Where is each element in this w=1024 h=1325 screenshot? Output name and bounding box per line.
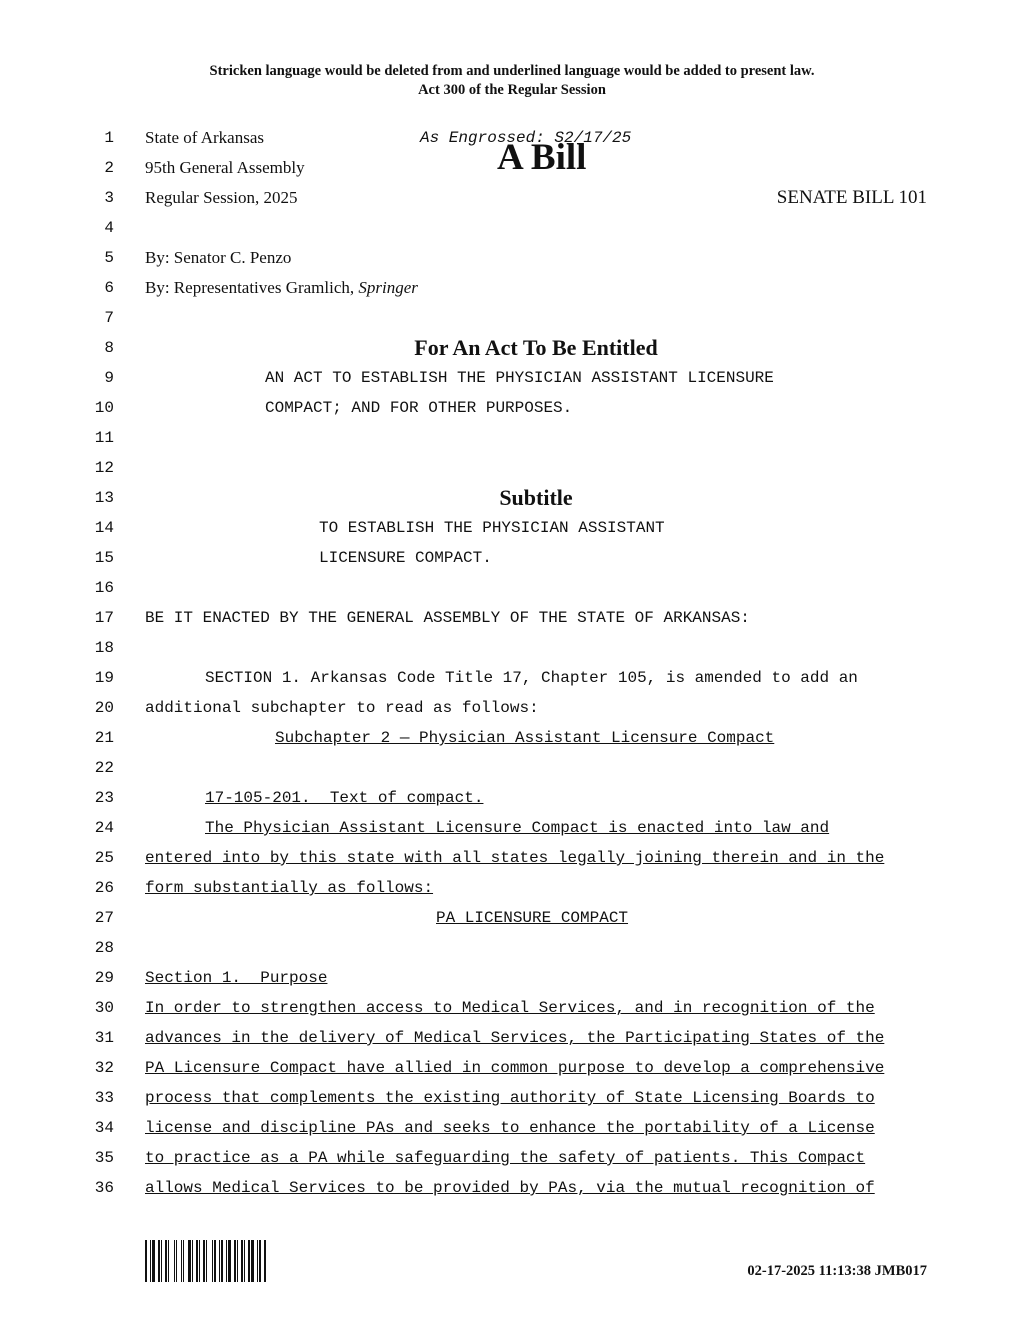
line-27 (0, 903, 1024, 933)
line-18 (0, 633, 1024, 663)
session-label: Regular Session, 2025 (145, 188, 298, 207)
barcode-bar (221, 1240, 223, 1282)
line-28 (0, 933, 1024, 963)
act-number: Act 300 of the Regular Session (418, 82, 606, 98)
barcode-bar (224, 1240, 225, 1282)
barcode-bar (212, 1240, 213, 1282)
barcode-bar (248, 1240, 250, 1282)
barcode-bar (217, 1240, 218, 1282)
barcode-bar (241, 1240, 243, 1282)
barcode-bar (251, 1240, 254, 1282)
line-25 (0, 843, 1024, 873)
line-number: 24 (94, 819, 114, 837)
barcode-bar (181, 1240, 182, 1282)
line-number: 11 (94, 429, 114, 447)
line-number: 31 (94, 1029, 114, 1047)
line-number: 33 (94, 1089, 114, 1107)
entitled-heading: For An Act To Be Entitled (414, 335, 658, 360)
barcode-bar (156, 1240, 157, 1282)
barcode-bar (145, 1240, 147, 1282)
compact-intro-3: form substantially as follows: (145, 879, 434, 897)
line-number: 16 (94, 579, 114, 597)
section-1-continued: additional subchapter to read as follows: (145, 699, 539, 717)
line-number: 7 (104, 309, 114, 327)
line-number: 22 (94, 759, 114, 777)
barcode-bar (262, 1240, 263, 1282)
barcode-bar (201, 1240, 202, 1282)
line-19 (0, 663, 1024, 693)
line-12 (0, 453, 1024, 483)
line-35 (0, 1143, 1024, 1173)
line-13 (0, 483, 1024, 513)
line-number: 30 (94, 999, 114, 1017)
act-title-line-2: COMPACT; AND FOR OTHER PURPOSES. (265, 399, 573, 417)
section-1-text: SECTION 1. Arkansas Code Title 17, Chapter 105, is amended to add an (205, 669, 858, 687)
house-sponsors (145, 273, 418, 303)
line-36 (0, 1173, 1024, 1203)
barcode-bar (246, 1240, 247, 1282)
line-number: 20 (94, 699, 114, 717)
barcode-bar (196, 1240, 198, 1282)
line-8 (0, 333, 1024, 363)
compact-title: PA LICENSURE COMPACT (436, 909, 629, 927)
line-number: 19 (94, 669, 114, 687)
barcode-bar (176, 1240, 177, 1282)
line-9 (0, 363, 1024, 393)
line-34 (0, 1113, 1024, 1143)
barcode-bar (244, 1240, 245, 1282)
barcode-icon (145, 1240, 273, 1282)
barcode-bar (206, 1240, 207, 1282)
line-number: 2 (104, 159, 114, 177)
line-number: 10 (94, 399, 114, 417)
compact-intro-1: The Physician Assistant Licensure Compact is enacted into law and (205, 819, 830, 837)
line-5 (0, 243, 1024, 273)
purpose-heading: Section 1. Purpose (145, 969, 328, 987)
subtitle-line-1: TO ESTABLISH THE PHYSICIAN ASSISTANT (319, 519, 665, 537)
barcode-bar (194, 1240, 195, 1282)
line-15 (0, 543, 1024, 573)
barcode-bar (214, 1240, 216, 1282)
line-number: 26 (94, 879, 114, 897)
barcode-bar (199, 1240, 200, 1282)
line-23 (0, 783, 1024, 813)
barcode-bar (170, 1240, 173, 1282)
line-number: 34 (94, 1119, 114, 1137)
line-16 (0, 573, 1024, 603)
line-10 (0, 393, 1024, 423)
line-17 (0, 603, 1024, 633)
barcode-bar (163, 1240, 164, 1282)
line-number: 9 (104, 369, 114, 387)
barcode-bar (158, 1240, 160, 1282)
line-31 (0, 1023, 1024, 1053)
line-number: 17 (94, 609, 114, 627)
barcode-bar (192, 1240, 193, 1282)
assembly-label: 95th General Assembly (145, 158, 305, 177)
line-number: 23 (94, 789, 114, 807)
purpose-text: In order to strengthen access to Medical Services, and in recognition of the (145, 999, 875, 1017)
line-11 (0, 423, 1024, 453)
line-number: 35 (94, 1149, 114, 1167)
page-header (0, 62, 1024, 100)
purpose-text: to practice as a PA while safeguarding the safety of patients. This Compact (145, 1149, 866, 1167)
line-3 (0, 183, 1024, 213)
line-number: 4 (104, 219, 114, 237)
barcode-bar (178, 1240, 180, 1282)
line-number: 18 (94, 639, 114, 657)
barcode-bar (183, 1240, 184, 1282)
purpose-text: PA Licensure Compact have allied in common purpose to develop a comprehensive (145, 1059, 885, 1077)
header-notice: Stricken language would be deleted from and underlined language would be added to present law. (209, 63, 815, 79)
subtitle-line-2: LICENSURE COMPACT. (319, 549, 492, 567)
line-number: 36 (94, 1179, 114, 1197)
bill-type-title: A Bill (497, 137, 587, 178)
line-7 (0, 303, 1024, 333)
engrossed-stamp: As Engrossed: S2/17/25 (420, 129, 632, 147)
line-number: 27 (94, 909, 114, 927)
footer-stamp: 02-17-2025 11:13:38 JMB017 (747, 1263, 927, 1279)
line-number: 6 (104, 279, 114, 297)
line-number: 21 (94, 729, 114, 747)
bill-number: SENATE BILL 101 (776, 187, 927, 208)
senate-sponsor: By: Senator C. Penzo (145, 248, 292, 267)
house-sponsors-prefix: By: Representatives Gramlich, (145, 278, 359, 297)
state-label: State of Arkansas (145, 128, 264, 147)
barcode-bar (168, 1240, 169, 1282)
line-number: 29 (94, 969, 114, 987)
subtitle-heading: Subtitle (499, 485, 573, 510)
line-29 (0, 963, 1024, 993)
enacting-clause: BE IT ENACTED BY THE GENERAL ASSEMBLY OF THE STATE OF ARKANSAS: (145, 609, 750, 627)
line-14 (0, 513, 1024, 543)
line-26 (0, 873, 1024, 903)
line-number: 25 (94, 849, 114, 867)
subchapter-title: Subchapter 2 — Physician Assistant Licensure Compact (275, 729, 775, 747)
purpose-text: license and discipline PAs and seeks to enhance the portability of a License (145, 1119, 875, 1137)
line-33 (0, 1083, 1024, 1113)
compact-intro-2: entered into by this state with all states legally joining therein and in the (145, 849, 885, 867)
barcode-bar (188, 1240, 191, 1282)
line-number: 14 (94, 519, 114, 537)
act-title-line-1: AN ACT TO ESTABLISH THE PHYSICIAN ASSISTANT LICENSURE (265, 369, 774, 387)
line-number: 3 (104, 189, 114, 207)
line-number: 1 (104, 129, 114, 147)
line-21 (0, 723, 1024, 753)
purpose-text: advances in the delivery of Medical Services, the Participating States of the (145, 1029, 885, 1047)
barcode-bar (219, 1240, 220, 1282)
barcode-bar (174, 1240, 175, 1282)
barcode-bar (232, 1240, 233, 1282)
barcode-bar (148, 1240, 149, 1282)
line-4 (0, 213, 1024, 243)
barcode-bar (226, 1240, 227, 1282)
code-section-heading: 17-105-201. Text of compact. (205, 789, 484, 807)
line-number: 13 (94, 489, 114, 507)
barcode-bar (203, 1240, 205, 1282)
barcode-bar (152, 1240, 155, 1282)
line-number: 5 (104, 249, 114, 267)
barcode-bar (259, 1240, 261, 1282)
barcode-bar (161, 1240, 162, 1282)
line-6 (0, 273, 1024, 303)
barcode-bar (255, 1240, 256, 1282)
barcode-bar (239, 1240, 240, 1282)
barcode-bar (234, 1240, 236, 1282)
barcode-bar (185, 1240, 187, 1282)
purpose-text: allows Medical Services to be provided by PAs, via the mutual recognition of (145, 1179, 875, 1197)
barcode-bar (150, 1240, 151, 1282)
line-number: 15 (94, 549, 114, 567)
line-20 (0, 693, 1024, 723)
line-number: 28 (94, 939, 114, 957)
line-number: 32 (94, 1059, 114, 1077)
line-32 (0, 1053, 1024, 1083)
barcode-bar (257, 1240, 258, 1282)
barcode-bar (237, 1240, 238, 1282)
line-number: 8 (104, 339, 114, 357)
barcode-bar (228, 1240, 231, 1282)
line-number: 12 (94, 459, 114, 477)
barcode-bar (264, 1240, 266, 1282)
house-sponsor-italic: Springer (358, 278, 418, 297)
line-30 (0, 993, 1024, 1023)
line-22 (0, 753, 1024, 783)
barcode-bar (208, 1240, 211, 1282)
purpose-text: process that complements the existing authority of State Licensing Boards to (145, 1089, 875, 1107)
line-24 (0, 813, 1024, 843)
barcode-bar (165, 1240, 167, 1282)
